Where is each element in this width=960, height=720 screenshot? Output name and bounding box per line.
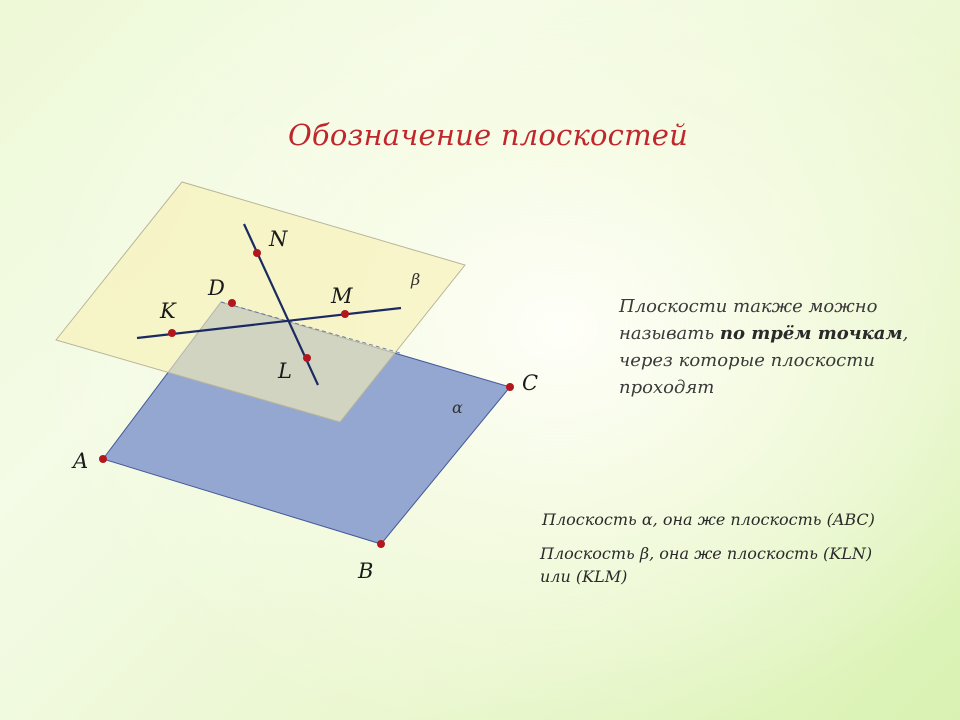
label-alpha: α bbox=[452, 398, 463, 417]
label-L: L bbox=[278, 359, 292, 383]
note-part2: , через которые плоскости проходят bbox=[619, 323, 909, 398]
caption-beta-line1: Плоскость β, она же плоскость (KLN) bbox=[540, 544, 873, 563]
point-N bbox=[253, 249, 261, 257]
point-K bbox=[168, 329, 176, 337]
explanation-text bbox=[619, 293, 919, 401]
caption-beta bbox=[540, 542, 940, 588]
point-L bbox=[303, 354, 311, 362]
point-M bbox=[341, 310, 349, 318]
label-K: K bbox=[160, 299, 176, 323]
point-A bbox=[99, 455, 107, 463]
caption-alpha: Плоскость α, она же плоскость (ABC) bbox=[542, 510, 875, 529]
label-B: B bbox=[358, 559, 374, 583]
caption-beta-line2: или (KLM) bbox=[540, 567, 628, 586]
label-M: M bbox=[331, 284, 353, 308]
point-C bbox=[506, 383, 514, 391]
label-C: C bbox=[522, 371, 539, 395]
point-B bbox=[377, 540, 385, 548]
label-A: A bbox=[73, 449, 89, 473]
label-beta: β bbox=[411, 270, 421, 289]
slide-title: Обозначение плоскостей bbox=[287, 118, 689, 152]
label-D: D bbox=[208, 276, 225, 300]
note-part1: Плоскости также можно называть bbox=[619, 296, 878, 344]
note-bold: по трём точкам bbox=[719, 323, 903, 344]
point-D bbox=[228, 299, 236, 307]
label-N: N bbox=[269, 227, 288, 251]
